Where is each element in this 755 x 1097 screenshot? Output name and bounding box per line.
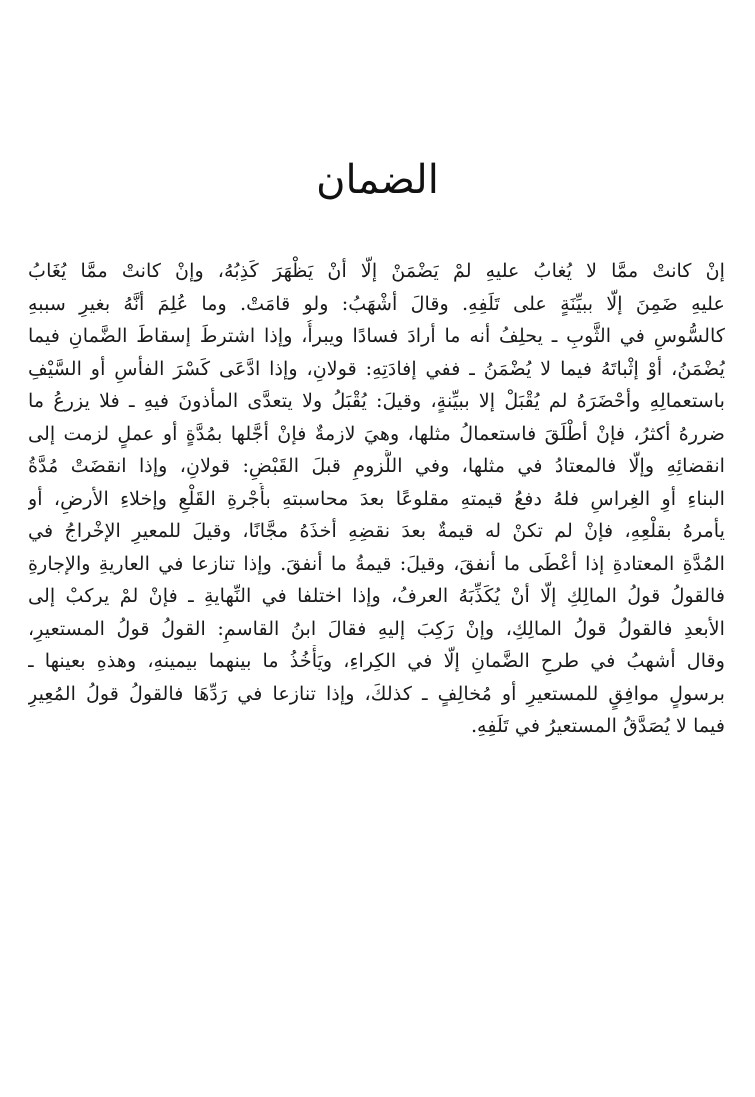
body-paragraph <box>28 255 725 743</box>
text-line: المُدَّةِ المعتادةِ إذا أعْطَى ما أنفقَ، وقيلَ: قيمةُ ما أنفقَ. وإذا تنازعا في العاريةِ والإجارةِ <box>28 551 725 575</box>
text-line: فيما لا يُصَدَّقُ المستعيرُ في تَلَفِهِ. <box>470 714 725 737</box>
text-line: وقال أشهبُ في طرحِ الضَّمانِ إلّا في الكِراءِ، ويَأْخُذُ ما بينهما بيمينهِ، وهذهِ بعينها ـ <box>28 649 725 672</box>
text-line: عليهِ ضَمِنَ إلّا ببيِّنَةٍ على تَلَفِهِ. وقالَ أشْهَبُ: ولو قامَتْ. وما عُلِمَ أنَّهُ بغيرِ سببهِ <box>28 291 725 315</box>
text-line: إنْ كانتْ ممَّا لا يُغابُ عليهِ لمْ يَضْمَنْ إلّا أنْ يَظْهَرَ كَذِبُهُ، وإنْ كانتْ ممَّا يُغَابُ <box>28 259 725 282</box>
text-line: كالسُّوسِ في الثَّوبِ ـ يحلِفُ أنه ما أرادَ فسادًا ويبرأُ، وإذا اشترطَ إسقاطَ الضَّمانِ فيما <box>28 324 725 347</box>
text-line: برسولٍ موافِقٍ للمستعيرِ أو مُخالِفٍ ـ كذلكَ، وإذا تنازعا في رَدِّهَا فالقولُ قولُ المُعِيرِ <box>28 681 725 705</box>
text-line: البناءِ أوِ الغِراسِ فلهُ دفعُ قيمتهِ مقلوعًا بعدَ محاسبتهِ بأُجْرةِ القَلْعِ وإخلاءِ الأرضِ، أو <box>28 486 725 510</box>
text-line: فالقولُ قولُ المالِكِ إلّا أنْ يُكَذِّبَهُ العرفُ، وإذا اختلفا في النِّهايةِ ـ فإنْ لمْ يركبْ إلى <box>28 584 725 607</box>
text-line: يُضْمَنُ، أوْ إثْباتَهُ فيما لا يُضْمَنُ ـ ففي إفادَتِهِ: قولانِ، وإذا ادَّعَى كَسْرَ الفأسِ أو السَّيْفِ <box>28 356 725 380</box>
text-line: انقضائِهِ وإلّا فالمعتادُ في مثلها، وفي اللُّزومِ قبلَ القَبْضِ: قولانِ، وإذا انقضَتْ مُدَّةُ <box>28 454 725 477</box>
chapter-title: الضمان <box>316 157 439 203</box>
text-line: يأمرهُ بقلْعِهِ، فإنْ لم تكنْ له قيمةٌ بعدَ نقضِهِ أخذَهُ مجَّانًا، وقيلَ للمعيرِ الإخْراجُ في <box>28 519 725 542</box>
text-line: باستعمالِهِ وأحْضَرَهُ لم يُقْبَلْ إلا ببيِّنةٍ، وقيلَ: يُقْبَلُ ولا يتعدَّى المأذونَ فيهِ ـ فلا يزرعُ ما <box>28 389 725 412</box>
text-line: الأبعدِ فالقولُ قولُ المالِكِ، وإنْ رَكِبَ إليهِ فقالَ ابنُ القاسمِ: القولُ قولُ المستعيرِ، <box>28 616 725 640</box>
text-line: ضررهُ أكثرُ، فإنْ أطْلَقَ فاستعمالُ مثلها، وهيَ لازمةٌ فإنْ أجَّلها بمُدَّةٍ أو عملٍ لزمت إلى <box>28 421 725 445</box>
